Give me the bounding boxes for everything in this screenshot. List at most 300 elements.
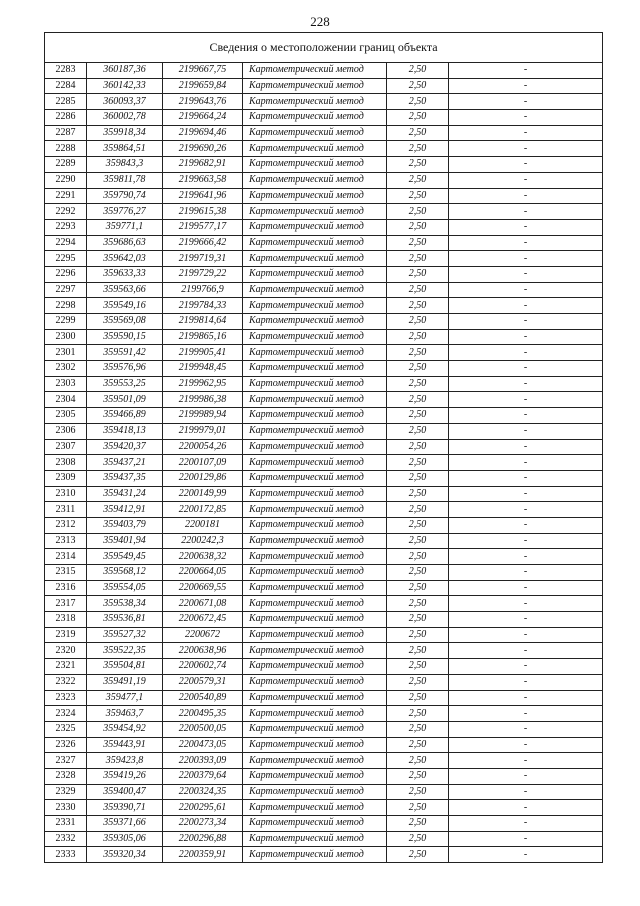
description-cell: - xyxy=(449,408,603,424)
accuracy-cell: 2,50 xyxy=(387,361,449,377)
x-coordinate: 359811,78 xyxy=(87,172,163,188)
table-row xyxy=(45,408,603,424)
accuracy-cell: 2,50 xyxy=(387,439,449,455)
method-cell: Картометрический метод xyxy=(243,235,387,251)
accuracy-cell: 2,50 xyxy=(387,219,449,235)
description-cell: - xyxy=(449,643,603,659)
accuracy-cell: 2,50 xyxy=(387,94,449,110)
method-cell: Картометрический метод xyxy=(243,423,387,439)
x-coordinate: 359686,63 xyxy=(87,235,163,251)
y-coordinate: 2200296,88 xyxy=(163,831,243,847)
table-row xyxy=(45,690,603,706)
method-cell: Картометрический метод xyxy=(243,831,387,847)
method-cell: Картометрический метод xyxy=(243,172,387,188)
y-coordinate: 2200107,09 xyxy=(163,455,243,471)
x-coordinate: 360002,78 xyxy=(87,110,163,126)
method-cell: Картометрический метод xyxy=(243,188,387,204)
y-coordinate: 2199682,91 xyxy=(163,157,243,173)
accuracy-cell: 2,50 xyxy=(387,706,449,722)
point-number: 2298 xyxy=(45,298,87,314)
y-coordinate: 2199659,84 xyxy=(163,78,243,94)
point-number: 2288 xyxy=(45,141,87,157)
table-row xyxy=(45,831,603,847)
table-row xyxy=(45,502,603,518)
accuracy-cell: 2,50 xyxy=(387,753,449,769)
accuracy-cell: 2,50 xyxy=(387,565,449,581)
description-cell: - xyxy=(449,753,603,769)
accuracy-cell: 2,50 xyxy=(387,329,449,345)
y-coordinate: 2200500,05 xyxy=(163,721,243,737)
table-row xyxy=(45,737,603,753)
accuracy-cell: 2,50 xyxy=(387,517,449,533)
description-cell: - xyxy=(449,266,603,282)
accuracy-cell: 2,50 xyxy=(387,816,449,832)
y-coordinate: 2200669,55 xyxy=(163,580,243,596)
point-number: 2299 xyxy=(45,314,87,330)
method-cell: Картометрический метод xyxy=(243,549,387,565)
description-cell: - xyxy=(449,627,603,643)
description-cell: - xyxy=(449,314,603,330)
table-row xyxy=(45,125,603,141)
accuracy-cell: 2,50 xyxy=(387,282,449,298)
accuracy-cell: 2,50 xyxy=(387,533,449,549)
y-coordinate: 2200638,96 xyxy=(163,643,243,659)
y-coordinate: 2199766,9 xyxy=(163,282,243,298)
x-coordinate: 359420,37 xyxy=(87,439,163,455)
accuracy-cell: 2,50 xyxy=(387,376,449,392)
accuracy-cell: 2,50 xyxy=(387,408,449,424)
point-number: 2291 xyxy=(45,188,87,204)
point-number: 2331 xyxy=(45,816,87,832)
x-coordinate: 359536,81 xyxy=(87,612,163,628)
table-row xyxy=(45,376,603,392)
accuracy-cell: 2,50 xyxy=(387,78,449,94)
description-cell: - xyxy=(449,125,603,141)
point-number: 2301 xyxy=(45,345,87,361)
table-row xyxy=(45,800,603,816)
description-cell: - xyxy=(449,690,603,706)
accuracy-cell: 2,50 xyxy=(387,251,449,267)
x-coordinate: 359576,96 xyxy=(87,361,163,377)
point-number: 2327 xyxy=(45,753,87,769)
point-number: 2315 xyxy=(45,565,87,581)
method-cell: Картометрический метод xyxy=(243,533,387,549)
table-row xyxy=(45,533,603,549)
table-row xyxy=(45,188,603,204)
method-cell: Картометрический метод xyxy=(243,392,387,408)
x-coordinate: 360093,37 xyxy=(87,94,163,110)
table-row xyxy=(45,266,603,282)
x-coordinate: 359771,1 xyxy=(87,219,163,235)
coordinates-table xyxy=(44,32,603,863)
coordinates-table-body xyxy=(45,63,603,863)
y-coordinate: 2199729,22 xyxy=(163,266,243,282)
table-row xyxy=(45,580,603,596)
method-cell: Картометрический метод xyxy=(243,94,387,110)
point-number: 2322 xyxy=(45,674,87,690)
method-cell: Картометрический метод xyxy=(243,63,387,79)
accuracy-cell: 2,50 xyxy=(387,721,449,737)
point-number: 2300 xyxy=(45,329,87,345)
point-number: 2285 xyxy=(45,94,87,110)
table-row xyxy=(45,345,603,361)
y-coordinate: 2200359,91 xyxy=(163,847,243,863)
x-coordinate: 359522,35 xyxy=(87,643,163,659)
y-coordinate: 2199989,94 xyxy=(163,408,243,424)
y-coordinate: 2199663,58 xyxy=(163,172,243,188)
x-coordinate: 359320,34 xyxy=(87,847,163,863)
y-coordinate: 2199962,95 xyxy=(163,376,243,392)
description-cell: - xyxy=(449,235,603,251)
accuracy-cell: 2,50 xyxy=(387,831,449,847)
x-coordinate: 360187,36 xyxy=(87,63,163,79)
y-coordinate: 2200495,35 xyxy=(163,706,243,722)
y-coordinate: 2199986,38 xyxy=(163,392,243,408)
table-row xyxy=(45,392,603,408)
method-cell: Картометрический метод xyxy=(243,690,387,706)
method-cell: Картометрический метод xyxy=(243,674,387,690)
point-number: 2290 xyxy=(45,172,87,188)
accuracy-cell: 2,50 xyxy=(387,235,449,251)
description-cell: - xyxy=(449,549,603,565)
description-cell: - xyxy=(449,110,603,126)
accuracy-cell: 2,50 xyxy=(387,423,449,439)
table-row xyxy=(45,78,603,94)
point-number: 2314 xyxy=(45,549,87,565)
accuracy-cell: 2,50 xyxy=(387,125,449,141)
x-coordinate: 359569,08 xyxy=(87,314,163,330)
method-cell: Картометрический метод xyxy=(243,157,387,173)
x-coordinate: 359437,35 xyxy=(87,470,163,486)
accuracy-cell: 2,50 xyxy=(387,455,449,471)
description-cell: - xyxy=(449,659,603,675)
method-cell: Картометрический метод xyxy=(243,612,387,628)
description-cell: - xyxy=(449,470,603,486)
description-cell: - xyxy=(449,345,603,361)
method-cell: Картометрический метод xyxy=(243,141,387,157)
x-coordinate: 359633,33 xyxy=(87,266,163,282)
x-coordinate: 359423,8 xyxy=(87,753,163,769)
y-coordinate: 2199664,24 xyxy=(163,110,243,126)
method-cell: Картометрический метод xyxy=(243,439,387,455)
method-cell: Картометрический метод xyxy=(243,768,387,784)
y-coordinate: 2199641,96 xyxy=(163,188,243,204)
method-cell: Картометрический метод xyxy=(243,408,387,424)
table-row xyxy=(45,784,603,800)
point-number: 2332 xyxy=(45,831,87,847)
table-row xyxy=(45,706,603,722)
point-number: 2296 xyxy=(45,266,87,282)
x-coordinate: 359437,21 xyxy=(87,455,163,471)
description-cell: - xyxy=(449,721,603,737)
method-cell: Картометрический метод xyxy=(243,314,387,330)
y-coordinate: 2199719,31 xyxy=(163,251,243,267)
table-row xyxy=(45,204,603,220)
x-coordinate: 359477,1 xyxy=(87,690,163,706)
table-row xyxy=(45,439,603,455)
table-row xyxy=(45,674,603,690)
table-row xyxy=(45,172,603,188)
method-cell: Картометрический метод xyxy=(243,486,387,502)
point-number: 2292 xyxy=(45,204,87,220)
description-cell: - xyxy=(449,706,603,722)
method-cell: Картометрический метод xyxy=(243,361,387,377)
accuracy-cell: 2,50 xyxy=(387,643,449,659)
x-coordinate: 360142,33 xyxy=(87,78,163,94)
point-number: 2321 xyxy=(45,659,87,675)
accuracy-cell: 2,50 xyxy=(387,596,449,612)
point-number: 2323 xyxy=(45,690,87,706)
y-coordinate: 2199666,42 xyxy=(163,235,243,251)
table-row xyxy=(45,470,603,486)
point-number: 2305 xyxy=(45,408,87,424)
method-cell: Картометрический метод xyxy=(243,266,387,282)
method-cell: Картометрический метод xyxy=(243,706,387,722)
point-number: 2309 xyxy=(45,470,87,486)
description-cell: - xyxy=(449,141,603,157)
x-coordinate: 359590,15 xyxy=(87,329,163,345)
description-cell: - xyxy=(449,800,603,816)
x-coordinate: 359501,09 xyxy=(87,392,163,408)
table-row xyxy=(45,329,603,345)
point-number: 2302 xyxy=(45,361,87,377)
point-number: 2333 xyxy=(45,847,87,863)
description-cell: - xyxy=(449,361,603,377)
point-number: 2289 xyxy=(45,157,87,173)
point-number: 2283 xyxy=(45,63,87,79)
table-row xyxy=(45,423,603,439)
y-coordinate: 2200473,05 xyxy=(163,737,243,753)
accuracy-cell: 2,50 xyxy=(387,549,449,565)
method-cell: Картометрический метод xyxy=(243,565,387,581)
method-cell: Картометрический метод xyxy=(243,784,387,800)
method-cell: Картометрический метод xyxy=(243,502,387,518)
point-number: 2313 xyxy=(45,533,87,549)
table-row xyxy=(45,721,603,737)
description-cell: - xyxy=(449,298,603,314)
description-cell: - xyxy=(449,502,603,518)
method-cell: Картометрический метод xyxy=(243,580,387,596)
point-number: 2324 xyxy=(45,706,87,722)
table-row xyxy=(45,219,603,235)
x-coordinate: 359790,74 xyxy=(87,188,163,204)
x-coordinate: 359549,45 xyxy=(87,549,163,565)
x-coordinate: 359591,42 xyxy=(87,345,163,361)
description-cell: - xyxy=(449,219,603,235)
page-number: 228 xyxy=(310,14,330,29)
accuracy-cell: 2,50 xyxy=(387,768,449,784)
description-cell: - xyxy=(449,376,603,392)
table-row xyxy=(45,251,603,267)
x-coordinate: 359390,71 xyxy=(87,800,163,816)
point-number: 2328 xyxy=(45,768,87,784)
x-coordinate: 359568,12 xyxy=(87,565,163,581)
x-coordinate: 359504,81 xyxy=(87,659,163,675)
accuracy-cell: 2,50 xyxy=(387,392,449,408)
description-cell: - xyxy=(449,674,603,690)
y-coordinate: 2199784,33 xyxy=(163,298,243,314)
description-cell: - xyxy=(449,157,603,173)
accuracy-cell: 2,50 xyxy=(387,674,449,690)
table-row xyxy=(45,314,603,330)
description-cell: - xyxy=(449,282,603,298)
table-row xyxy=(45,141,603,157)
x-coordinate: 359400,47 xyxy=(87,784,163,800)
table-row xyxy=(45,549,603,565)
y-coordinate: 2200540,89 xyxy=(163,690,243,706)
description-cell: - xyxy=(449,188,603,204)
accuracy-cell: 2,50 xyxy=(387,110,449,126)
method-cell: Картометрический метод xyxy=(243,376,387,392)
method-cell: Картометрический метод xyxy=(243,329,387,345)
accuracy-cell: 2,50 xyxy=(387,486,449,502)
accuracy-cell: 2,50 xyxy=(387,345,449,361)
description-cell: - xyxy=(449,486,603,502)
x-coordinate: 359776,27 xyxy=(87,204,163,220)
y-coordinate: 2199643,76 xyxy=(163,94,243,110)
y-coordinate: 2200054,26 xyxy=(163,439,243,455)
method-cell: Картометрический метод xyxy=(243,659,387,675)
x-coordinate: 359305,06 xyxy=(87,831,163,847)
x-coordinate: 359418,13 xyxy=(87,423,163,439)
accuracy-cell: 2,50 xyxy=(387,204,449,220)
method-cell: Картометрический метод xyxy=(243,800,387,816)
point-number: 2325 xyxy=(45,721,87,737)
table-row xyxy=(45,157,603,173)
y-coordinate: 2199690,26 xyxy=(163,141,243,157)
point-number: 2308 xyxy=(45,455,87,471)
description-cell: - xyxy=(449,63,603,79)
table-row xyxy=(45,768,603,784)
x-coordinate: 359491,19 xyxy=(87,674,163,690)
point-number: 2303 xyxy=(45,376,87,392)
accuracy-cell: 2,50 xyxy=(387,580,449,596)
x-coordinate: 359403,79 xyxy=(87,517,163,533)
table-row xyxy=(45,486,603,502)
method-cell: Картометрический метод xyxy=(243,737,387,753)
method-cell: Картометрический метод xyxy=(243,470,387,486)
y-coordinate: 2200671,08 xyxy=(163,596,243,612)
x-coordinate: 359864,51 xyxy=(87,141,163,157)
y-coordinate: 2200129,86 xyxy=(163,470,243,486)
table-row xyxy=(45,298,603,314)
y-coordinate: 2200181 xyxy=(163,517,243,533)
description-cell: - xyxy=(449,455,603,471)
x-coordinate: 359419,26 xyxy=(87,768,163,784)
method-cell: Картометрический метод xyxy=(243,596,387,612)
y-coordinate: 2200579,31 xyxy=(163,674,243,690)
y-coordinate: 2199694,46 xyxy=(163,125,243,141)
description-cell: - xyxy=(449,517,603,533)
description-cell: - xyxy=(449,816,603,832)
x-coordinate: 359431,24 xyxy=(87,486,163,502)
table-row xyxy=(45,627,603,643)
y-coordinate: 2200273,34 xyxy=(163,816,243,832)
y-coordinate: 2199979,01 xyxy=(163,423,243,439)
y-coordinate: 2199905,41 xyxy=(163,345,243,361)
description-cell: - xyxy=(449,596,603,612)
description-cell: - xyxy=(449,94,603,110)
y-coordinate: 2199814,64 xyxy=(163,314,243,330)
accuracy-cell: 2,50 xyxy=(387,502,449,518)
description-cell: - xyxy=(449,78,603,94)
y-coordinate: 2199667,75 xyxy=(163,63,243,79)
method-cell: Картометрический метод xyxy=(243,125,387,141)
point-number: 2295 xyxy=(45,251,87,267)
method-cell: Картометрический метод xyxy=(243,627,387,643)
point-number: 2297 xyxy=(45,282,87,298)
accuracy-cell: 2,50 xyxy=(387,800,449,816)
table-row xyxy=(45,517,603,533)
accuracy-cell: 2,50 xyxy=(387,690,449,706)
description-cell: - xyxy=(449,392,603,408)
accuracy-cell: 2,50 xyxy=(387,188,449,204)
y-coordinate: 2200602,74 xyxy=(163,659,243,675)
method-cell: Картометрический метод xyxy=(243,847,387,863)
description-cell: - xyxy=(449,533,603,549)
point-number: 2316 xyxy=(45,580,87,596)
method-cell: Картометрический метод xyxy=(243,721,387,737)
x-coordinate: 359554,05 xyxy=(87,580,163,596)
point-number: 2329 xyxy=(45,784,87,800)
point-number: 2317 xyxy=(45,596,87,612)
point-number: 2320 xyxy=(45,643,87,659)
point-number: 2312 xyxy=(45,517,87,533)
point-number: 2311 xyxy=(45,502,87,518)
x-coordinate: 359371,66 xyxy=(87,816,163,832)
method-cell: Картометрический метод xyxy=(243,251,387,267)
x-coordinate: 359466,89 xyxy=(87,408,163,424)
point-number: 2304 xyxy=(45,392,87,408)
x-coordinate: 359412,91 xyxy=(87,502,163,518)
description-cell: - xyxy=(449,251,603,267)
x-coordinate: 359527,32 xyxy=(87,627,163,643)
method-cell: Картометрический метод xyxy=(243,78,387,94)
method-cell: Картометрический метод xyxy=(243,816,387,832)
description-cell: - xyxy=(449,737,603,753)
description-cell: - xyxy=(449,565,603,581)
accuracy-cell: 2,50 xyxy=(387,470,449,486)
point-number: 2306 xyxy=(45,423,87,439)
point-number: 2310 xyxy=(45,486,87,502)
description-cell: - xyxy=(449,784,603,800)
accuracy-cell: 2,50 xyxy=(387,63,449,79)
accuracy-cell: 2,50 xyxy=(387,266,449,282)
method-cell: Картометрический метод xyxy=(243,345,387,361)
y-coordinate: 2200393,09 xyxy=(163,753,243,769)
y-coordinate: 2199865,16 xyxy=(163,329,243,345)
method-cell: Картометрический метод xyxy=(243,753,387,769)
description-cell: - xyxy=(449,172,603,188)
table-row xyxy=(45,282,603,298)
accuracy-cell: 2,50 xyxy=(387,612,449,628)
y-coordinate: 2200672 xyxy=(163,627,243,643)
point-number: 2284 xyxy=(45,78,87,94)
x-coordinate: 359563,66 xyxy=(87,282,163,298)
method-cell: Картометрический метод xyxy=(243,219,387,235)
x-coordinate: 359538,34 xyxy=(87,596,163,612)
table-row xyxy=(45,612,603,628)
accuracy-cell: 2,50 xyxy=(387,659,449,675)
method-cell: Картометрический метод xyxy=(243,643,387,659)
point-number: 2307 xyxy=(45,439,87,455)
point-number: 2330 xyxy=(45,800,87,816)
y-coordinate: 2200638,32 xyxy=(163,549,243,565)
table-row xyxy=(45,63,603,79)
accuracy-cell: 2,50 xyxy=(387,157,449,173)
table-row xyxy=(45,235,603,251)
accuracy-cell: 2,50 xyxy=(387,737,449,753)
